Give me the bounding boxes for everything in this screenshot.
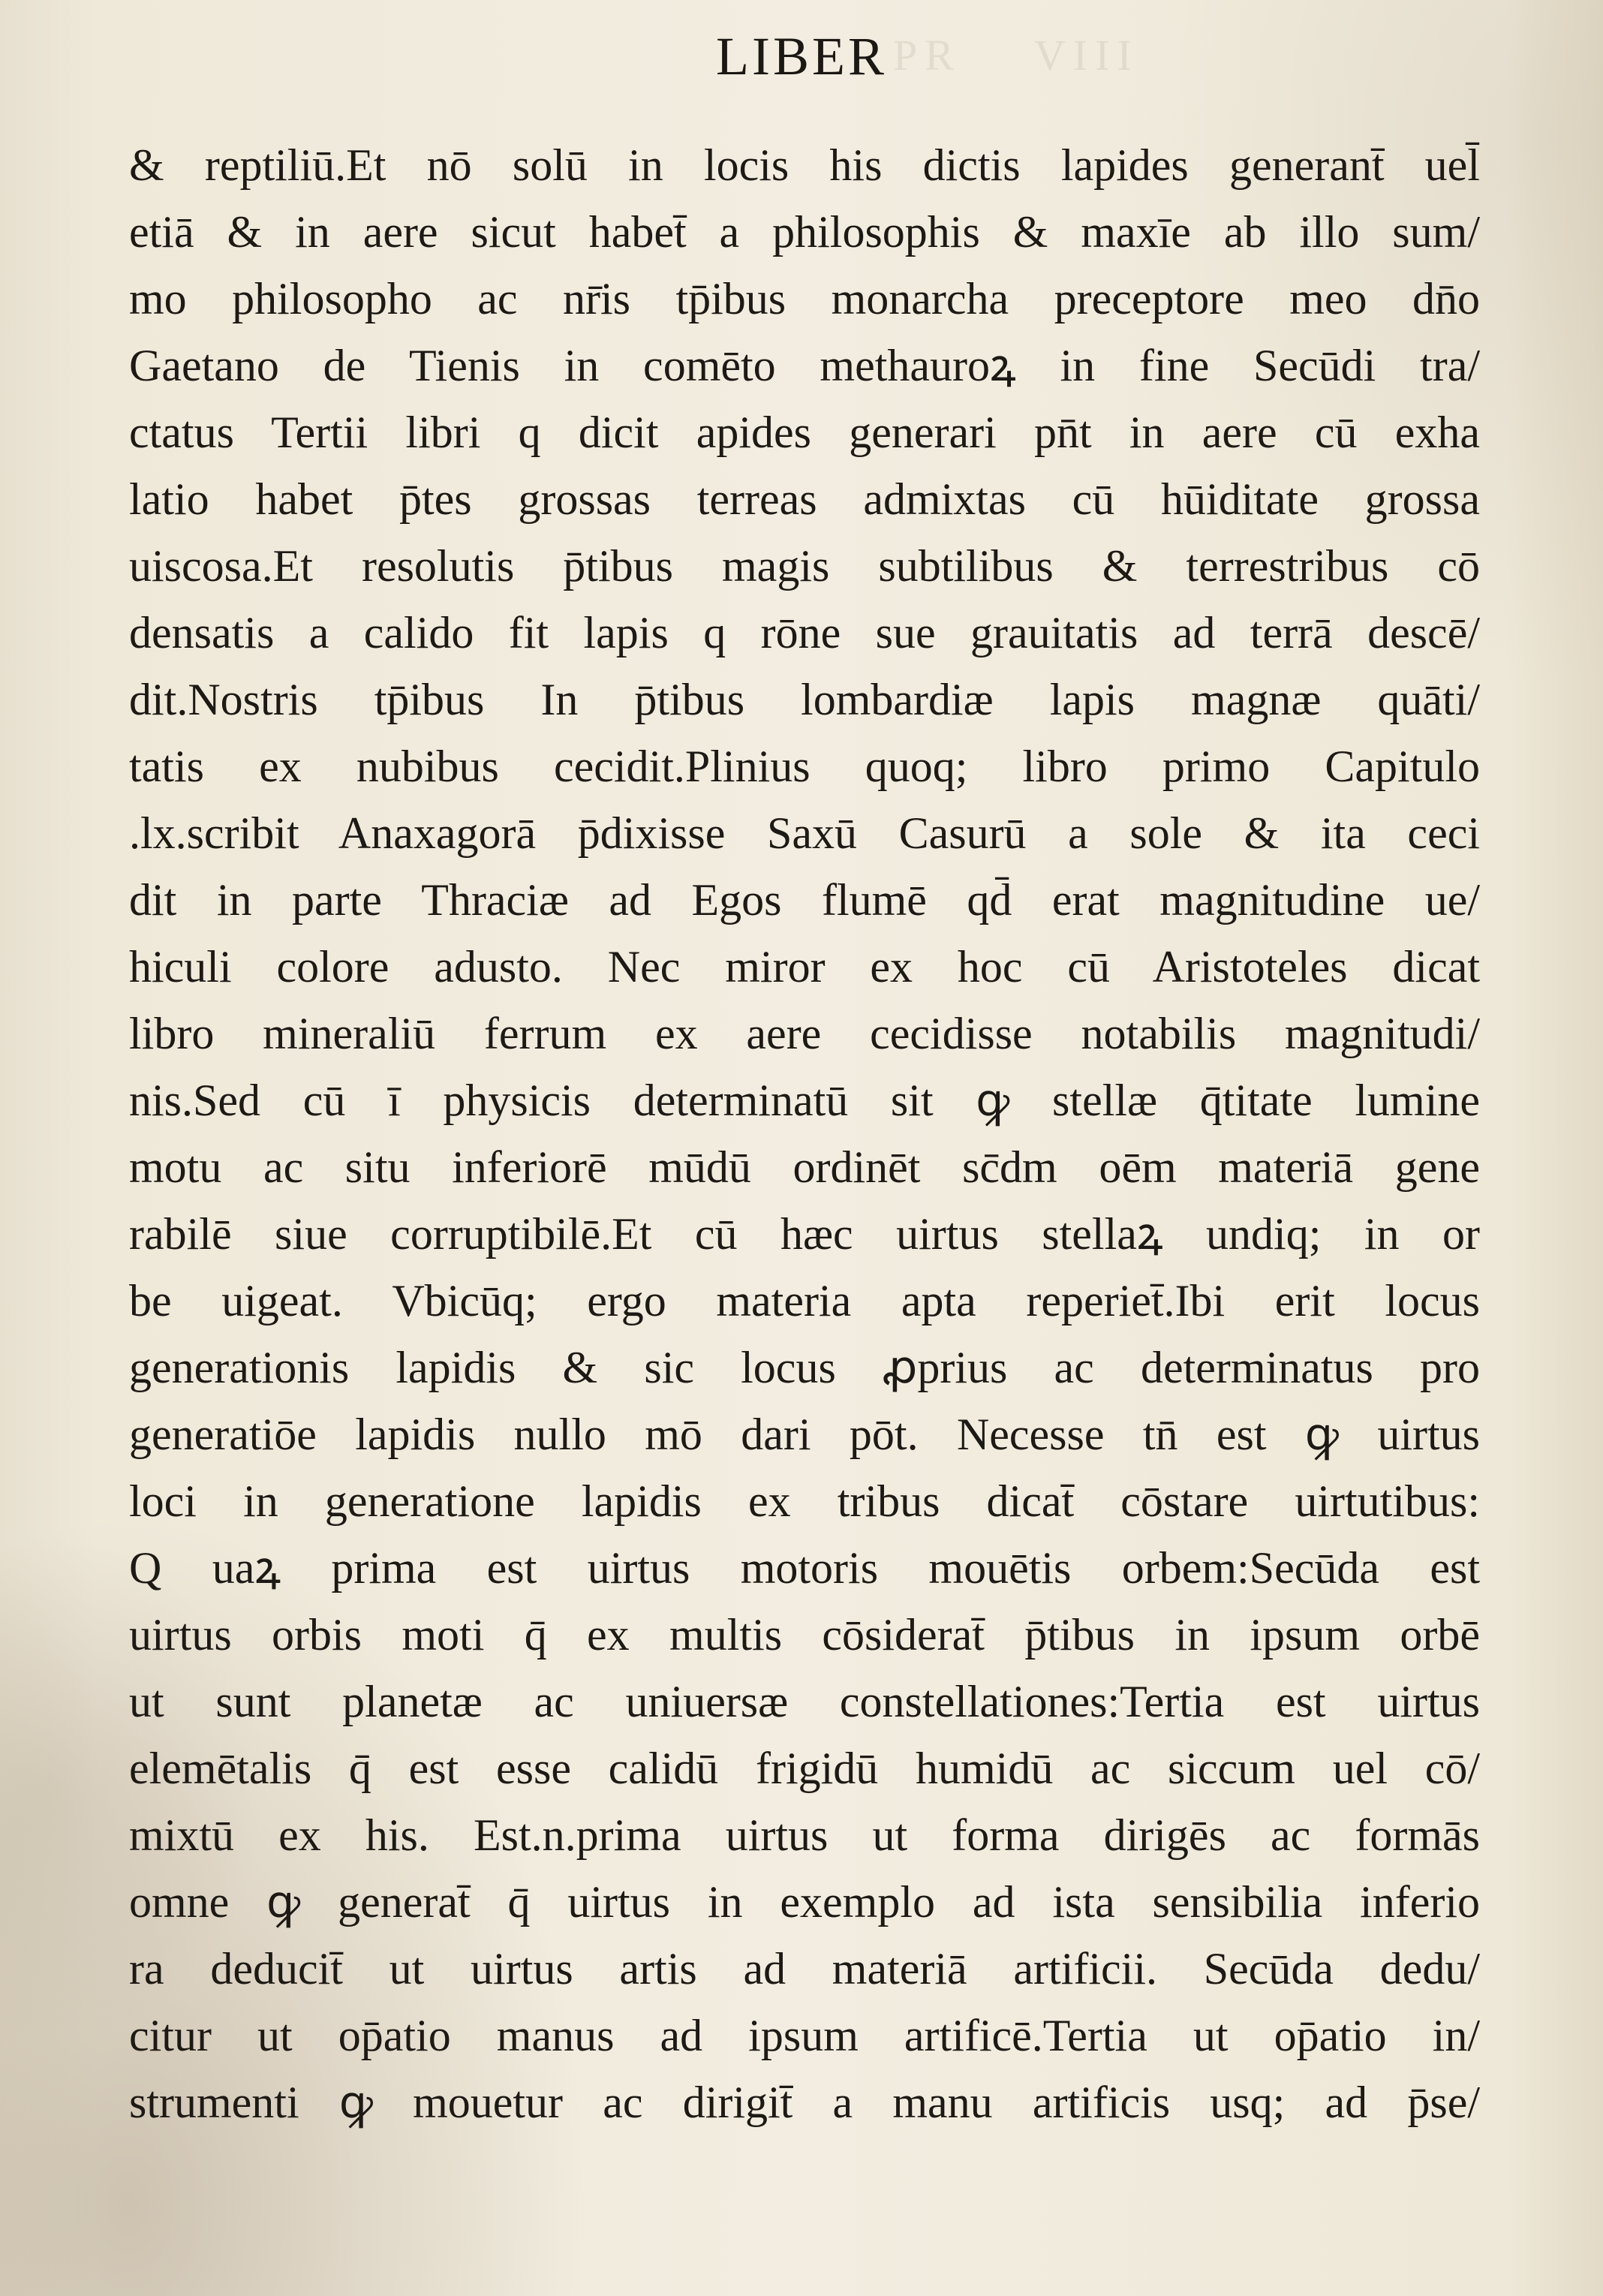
running-head: LIBER <box>716 26 887 86</box>
text-line: etiā & in aere sicut habet̄ a philosophis & maxīe ab illo sum/ <box>129 207 1480 257</box>
text-line: nis.Sed cū ī physicis determinatū sit ꝙ stellæ q̄titate lumine <box>129 1076 1480 1125</box>
text-line: latio habet p̄tes grossas terreas admixtas cū hūiditate grossa <box>129 474 1480 524</box>
text-line: be uigeat. Vbicūq; ergo materia apta reperiet̄.Ibi erit locus <box>129 1276 1480 1326</box>
text-line: strumenti ꝙ mouetur ac dirigit̄ a manu artificis usq; ad p̄se/ <box>129 2078 1480 2127</box>
text-line: omne ꝙ generat̄ q̄ uirtus in exemplo ad ista sensibilia inferio <box>129 1877 1480 1927</box>
text-line: .lx.scribit Anaxagorā p̄dixisse Saxū Casurū a sole & ita ceci <box>129 808 1480 858</box>
text-line: ut sunt planetæ ac uniuersæ constellationes:Tertia est uirtus <box>129 1677 1480 1726</box>
text-line: rabilē siue corruptibilē.Et cū hæc uirtus stellaꝝ undiq; in or <box>129 1209 1480 1259</box>
text-line: elemētalis q̄ est esse calidū frigidū humidū ac siccum uel cō/ <box>129 1744 1480 1793</box>
text-line: uiscosa.Et resolutis p̄tibus magis subtilibus & terrestribus cō <box>129 541 1480 591</box>
text-line: densatis a calido fit lapis q rōne sue grauitatis ad terrā descē/ <box>129 608 1480 658</box>
text-line: dit in parte Thraciæ ad Egos flumē qd̄ erat magnitudine ue/ <box>129 875 1480 925</box>
text-line: Q uaꝝ prima est uirtus motoris mouētis orbem:Secūda est <box>129 1543 1480 1593</box>
text-line: citur ut op̄atio manus ad ipsum artificē.Tertia ut op̄atio in/ <box>129 2011 1480 2060</box>
text-line: tatis ex nubibus cecidit.Plinius quoq; libro primo Capitulo <box>129 742 1480 791</box>
text-block <box>129 132 1480 2136</box>
show-through-ghost-text: PR VIII <box>893 31 1139 80</box>
text-line: Gaetano de Tienis in comēto methauroꝝ in fine Secūdi tra/ <box>129 341 1480 390</box>
text-line: libro mineraliū ferrum ex aere cecidisse notabilis magnitudi/ <box>129 1009 1480 1058</box>
text-line: mixtū ex his. Est.n.prima uirtus ut forma dirigēs ac formās <box>129 1810 1480 1860</box>
text-line: loci in generatione lapidis ex tribus dicat̄ cōstare uirtutibus: <box>129 1476 1480 1526</box>
text-line: dit.Nostris tp̄ibus In p̄tibus lombardiæ lapis magnæ quāti/ <box>129 675 1480 724</box>
text-line: ctatus Tertii libri q dicit apides generari pn̄t in aere cū exha <box>129 408 1480 457</box>
text-line: generationis lapidis & sic locus ꝓprius ac determinatus pro <box>129 1343 1480 1392</box>
text-line: ra deducit̄ ut uirtus artis ad materiā artificii. Secūda dedu/ <box>129 1944 1480 1994</box>
text-line: generatiōe lapidis nullo mō dari pōt. Necesse tn̄ est ꝙ uirtus <box>129 1410 1480 1459</box>
text-line: & reptiliū.Et nō solū in locis his dictis lapides generant̄ uel̄ <box>129 140 1480 190</box>
text-line: mo philosopho ac nr̄is tp̄ibus monarcha preceptore meo dn̄o <box>129 274 1480 323</box>
text-line: hiculi colore adusto. Nec miror ex hoc cū Aristoteles dicat <box>129 942 1480 992</box>
text-line: motu ac situ inferiorē mūdū ordinēt sc̄dm oēm materiā gene <box>129 1142 1480 1192</box>
text-line: uirtus orbis moti q̄ ex multis cōsiderat̄ p̄tibus in ipsum orbē <box>129 1610 1480 1660</box>
